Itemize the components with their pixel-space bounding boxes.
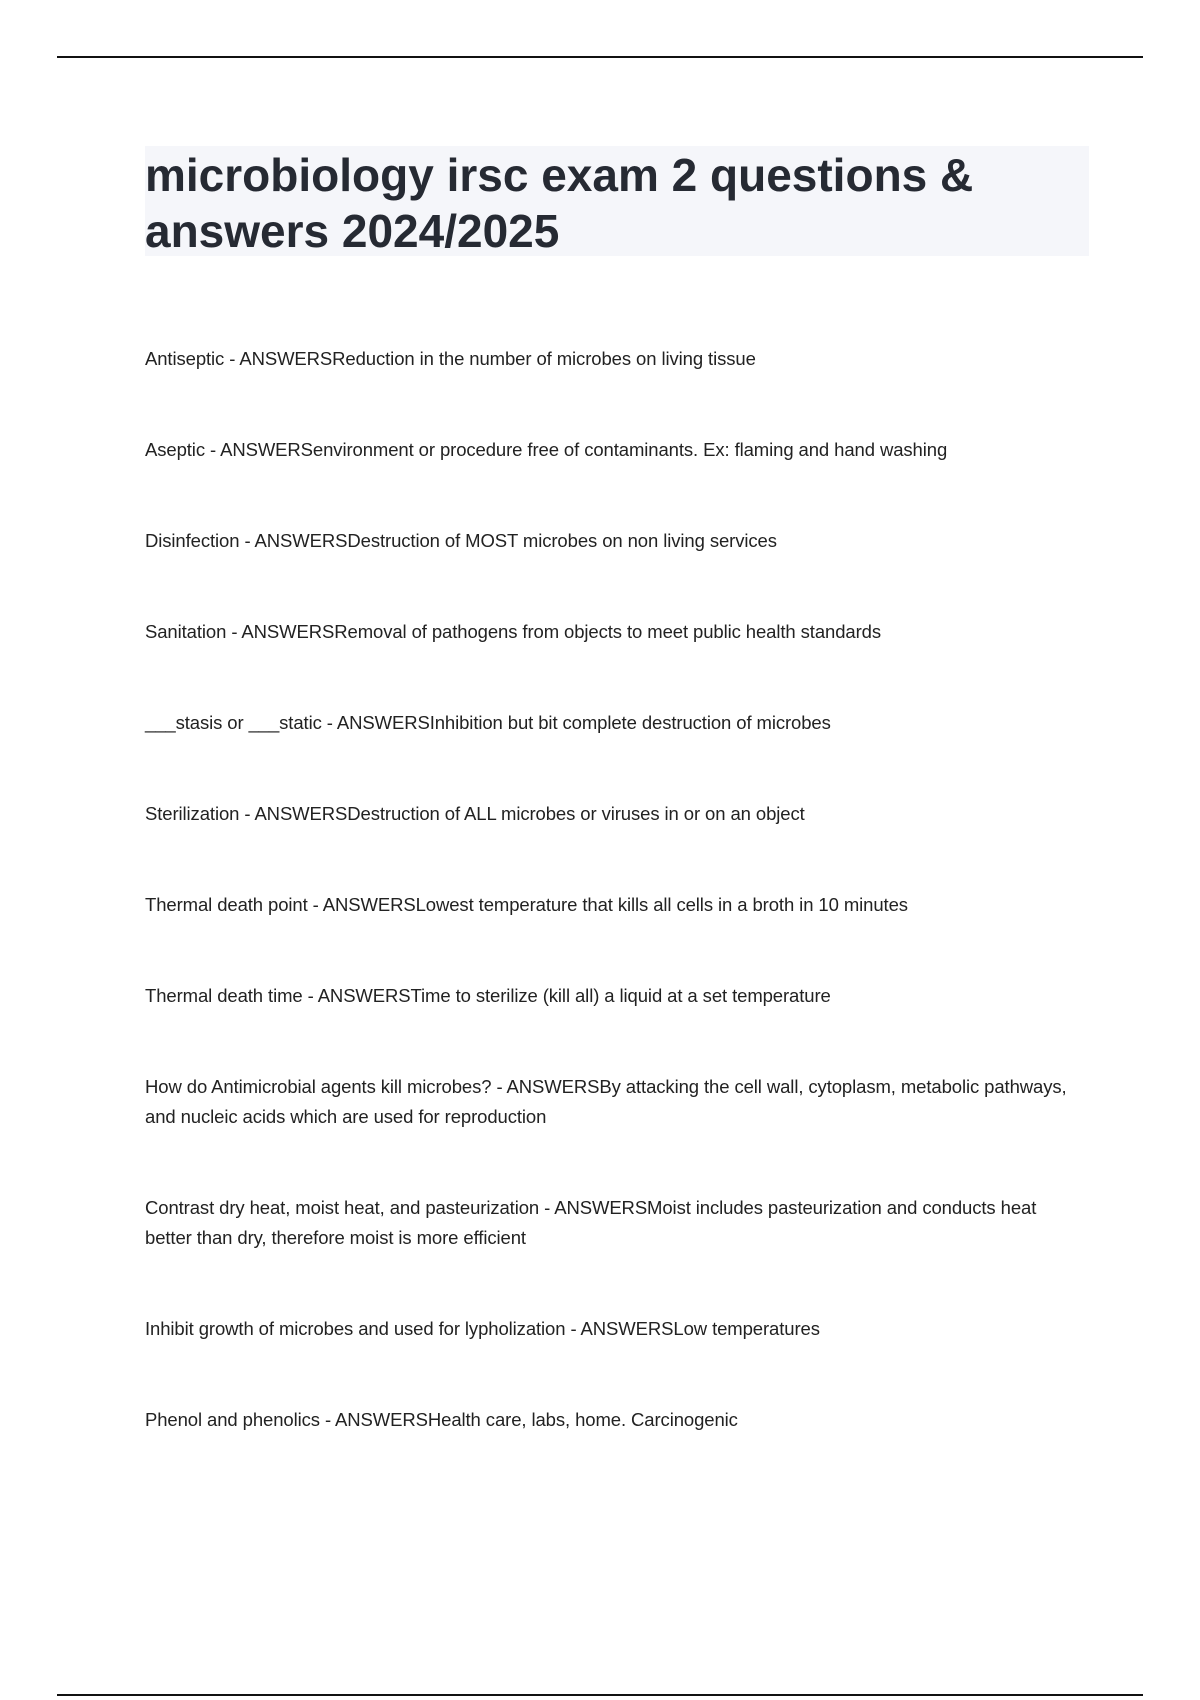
- qa-item: Phenol and phenolics - ANSWERSHealth care, labs, home. Carcinogenic: [145, 1409, 738, 1430]
- qa-item: Antiseptic - ANSWERSReduction in the number of microbes on living tissue: [145, 348, 756, 369]
- qa-item: Contrast dry heat, moist heat, and pasteurization - ANSWERSMoist includes pasteurization and conducts heat better than dry, therefore moist is more efficient: [145, 1197, 1037, 1248]
- qa-item: Aseptic - ANSWERSenvironment or procedure free of contaminants. Ex: flaming and hand washing: [145, 439, 948, 460]
- document-title: microbiology irsc exam 2 questions & answers 2024/2025: [145, 149, 974, 257]
- bottom-rule: [57, 1694, 1143, 1696]
- qa-item: ___stasis or ___static - ANSWERSInhibition but bit complete destruction of microbes: [145, 712, 831, 733]
- qa-item: Disinfection - ANSWERSDestruction of MOST microbes on non living services: [145, 530, 777, 551]
- qa-item: Thermal death point - ANSWERSLowest temperature that kills all cells in a broth in 10 minutes: [145, 894, 908, 915]
- top-rule: [57, 56, 1143, 58]
- qa-item: How do Antimicrobial agents kill microbes? - ANSWERSBy attacking the cell wall, cytoplasm, metabolic pathways, and nucleic acids which are used for reproduction: [145, 1076, 1067, 1127]
- qa-item: Thermal death time - ANSWERSTime to sterilize (kill all) a liquid at a set temperature: [145, 985, 831, 1006]
- qa-item: Sanitation - ANSWERSRemoval of pathogens from objects to meet public health standards: [145, 621, 881, 642]
- qa-item: Inhibit growth of microbes and used for lypholization - ANSWERSLow temperatures: [145, 1318, 820, 1339]
- qa-item: Sterilization - ANSWERSDestruction of ALL microbes or viruses in or on an object: [145, 803, 805, 824]
